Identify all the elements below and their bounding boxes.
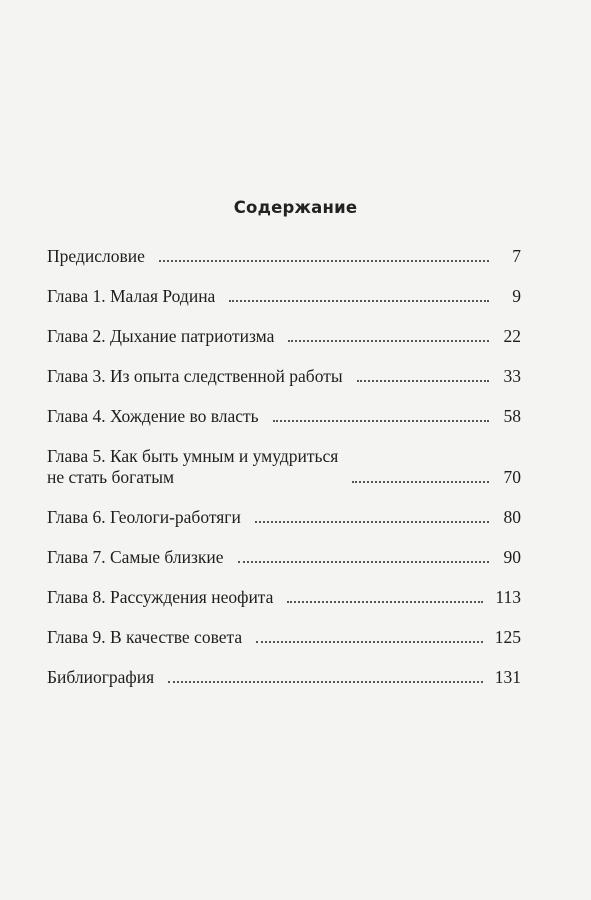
toc-entry-label: Глава 1. Малая Родина <box>47 286 216 306</box>
dot-leader <box>288 340 489 342</box>
toc-entry-chapter-1 <box>47 286 521 307</box>
dot-leader <box>159 260 489 262</box>
toc-heading: Содержание <box>233 198 358 217</box>
dot-leader <box>256 641 483 643</box>
toc-page-number: 90 <box>503 547 521 567</box>
toc-entry-chapter-4 <box>47 406 521 427</box>
dot-leader <box>229 300 489 302</box>
toc-page-number: 22 <box>503 326 521 346</box>
toc-entry-chapter-9 <box>47 627 521 648</box>
toc-page-number: 33 <box>503 366 521 386</box>
toc-page-number: 70 <box>503 467 521 487</box>
toc-entry-preface <box>47 246 521 267</box>
toc-entry-label: Глава 3. Из опыта следственной работы <box>47 366 343 386</box>
toc-list <box>47 246 521 707</box>
toc-entry-label: Глава 2. Дыхание патриотизма <box>47 326 275 346</box>
dot-leader <box>352 481 489 483</box>
toc-page-number: 9 <box>512 286 521 306</box>
toc-entry-chapter-2 <box>47 326 521 347</box>
dot-leader <box>273 420 489 422</box>
toc-entry-label: Глава 6. Геологи-работяги <box>47 507 241 527</box>
dot-leader <box>255 521 489 523</box>
toc-entry-chapter-3 <box>47 366 521 387</box>
toc-entry-label: Глава 8. Рассуждения неофита <box>47 587 274 607</box>
toc-page-number: 80 <box>503 507 521 527</box>
toc-entry-label: Глава 5. Как быть умным и умудриться не стать богатым <box>47 446 339 487</box>
toc-entry-bibliography <box>47 667 521 688</box>
dot-leader <box>168 681 483 683</box>
toc-page-number: 7 <box>512 246 521 266</box>
toc-entry-label: Глава 7. Самые близкие <box>47 547 224 567</box>
toc-entry-label: Библиография <box>47 667 155 687</box>
toc-entry-chapter-5 <box>47 446 521 488</box>
toc-page-number: 58 <box>503 406 521 426</box>
toc-page-number: 125 <box>494 627 521 647</box>
dot-leader <box>287 601 483 603</box>
toc-entry-chapter-6 <box>47 507 521 528</box>
toc-entry-chapter-8 <box>47 587 521 608</box>
toc-entry-label: Глава 4. Хождение во власть <box>47 406 259 426</box>
dot-leader <box>357 380 489 382</box>
toc-entry-label: Предисловие <box>47 246 145 266</box>
toc-page-number: 113 <box>495 587 521 607</box>
toc-page-number: 131 <box>494 667 521 687</box>
dot-leader <box>238 561 489 563</box>
toc-entry-label: Глава 9. В качестве совета <box>47 627 243 647</box>
toc-entry-chapter-7 <box>47 547 521 568</box>
